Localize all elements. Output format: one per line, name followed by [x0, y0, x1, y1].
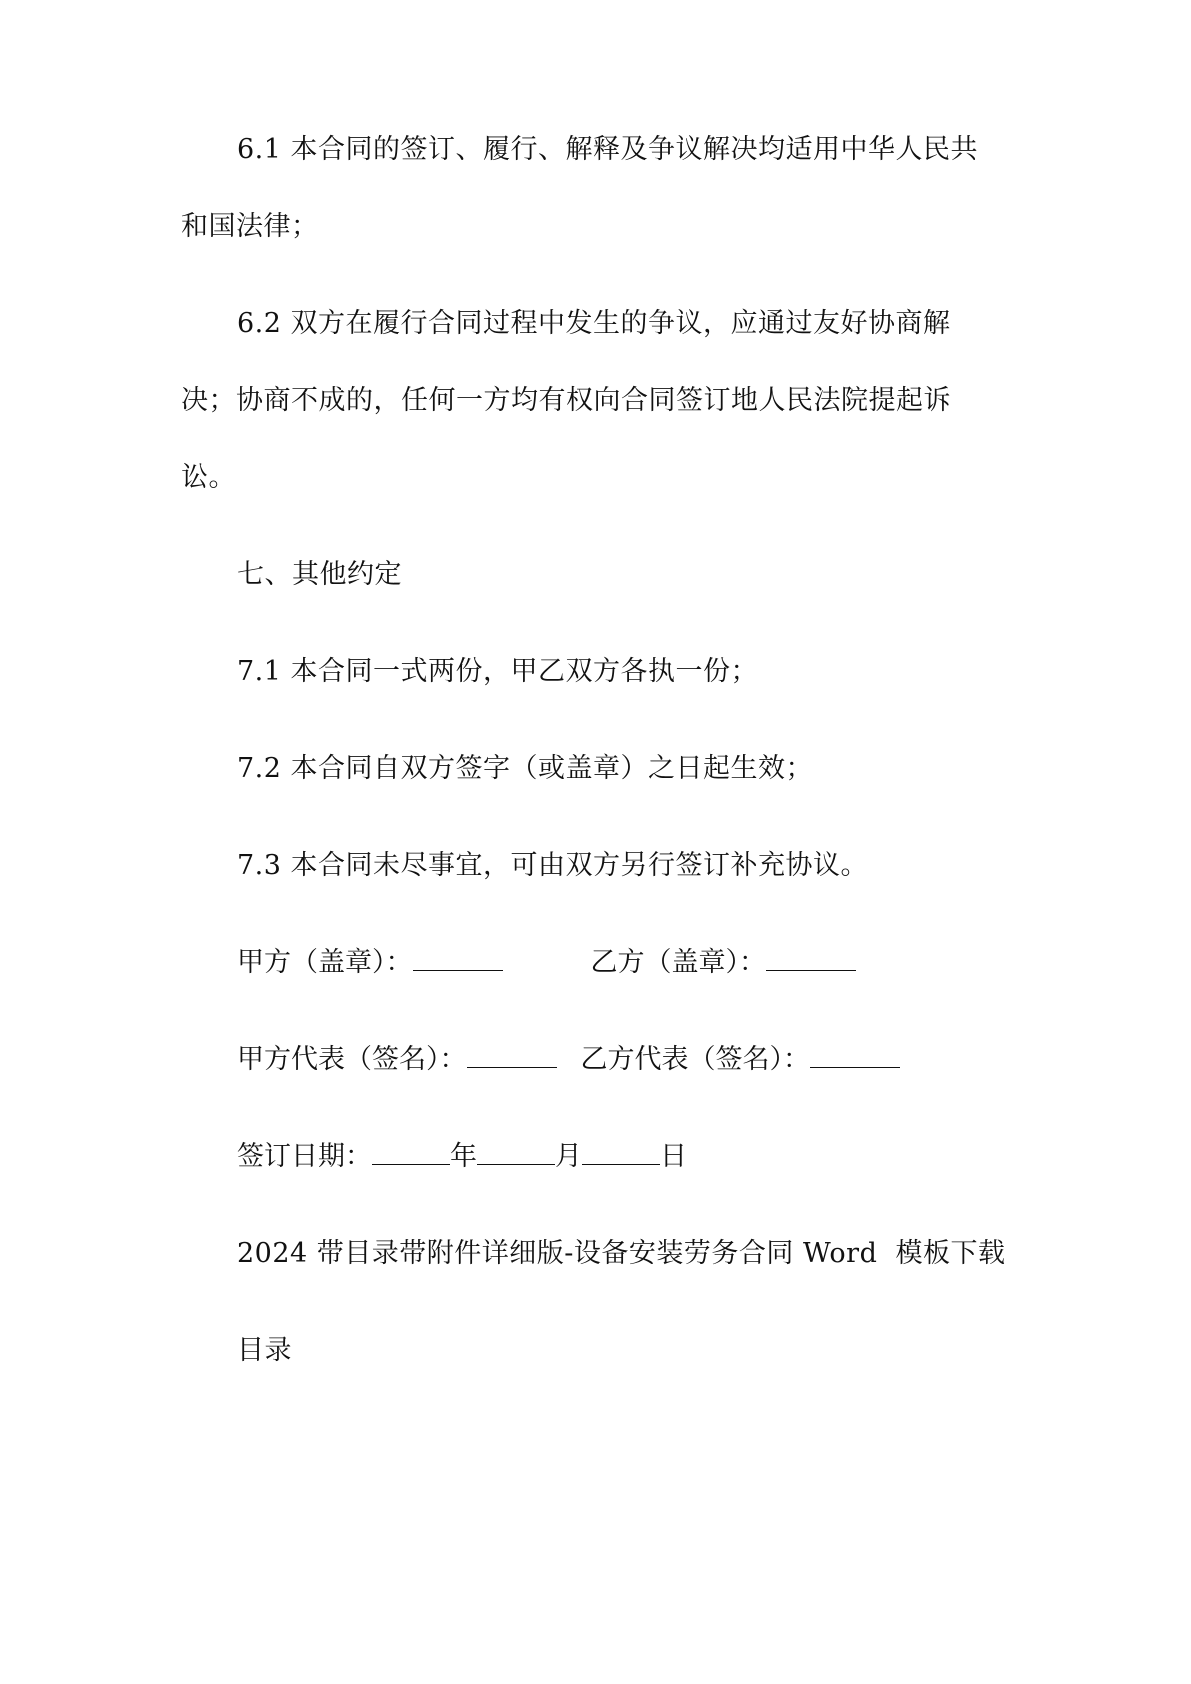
document-title: 2024 带目录带附件详细版-设备安装劳务合同 Word 模板下载 — [237, 1238, 1006, 1269]
clause-6-1-line2: 和国法律； — [181, 211, 319, 242]
month-label: 月 — [555, 1141, 582, 1172]
party-a-rep-label: 甲方代表（签名）： — [237, 1044, 467, 1075]
clause-7-2: 7.2 本合同自双方签字（或盖章）之日起生效； — [237, 753, 814, 784]
month-blank[interactable] — [477, 1140, 555, 1165]
day-blank[interactable] — [582, 1140, 660, 1165]
day-label: 日 — [660, 1141, 687, 1172]
year-label: 年 — [450, 1141, 477, 1172]
party-b-seal-blank[interactable] — [766, 946, 856, 971]
clause-7-3: 7.3 本合同未尽事宜，可由双方另行签订补充协议。 — [237, 850, 869, 881]
clause-6-1-line1: 6.1 本合同的签订、履行、解释及争议解决均适用中华人民共 — [237, 134, 979, 165]
representative-row — [237, 1042, 900, 1078]
party-a-seal-label: 甲方（盖章）： — [237, 947, 413, 978]
sign-date-label: 签订日期： — [237, 1141, 372, 1172]
seal-row — [237, 945, 856, 981]
sign-date-row — [237, 1139, 687, 1175]
toc-heading: 目录 — [237, 1335, 292, 1366]
party-b-seal-label: 乙方（盖章）： — [590, 947, 766, 978]
clause-6-2-line2: 决；协商不成的，任何一方均有权向合同签订地人民法院提起诉 — [181, 385, 951, 416]
party-a-seal-blank[interactable] — [413, 946, 503, 971]
year-blank[interactable] — [372, 1140, 450, 1165]
section-7-heading: 七、其他约定 — [237, 559, 402, 590]
party-b-rep-label: 乙方代表（签名）： — [580, 1044, 810, 1075]
clause-6-2-line3: 讼。 — [181, 462, 236, 493]
party-a-rep-blank[interactable] — [467, 1043, 557, 1068]
clause-7-1: 7.1 本合同一式两份，甲乙双方各执一份； — [237, 656, 759, 687]
clause-6-2-line1: 6.2 双方在履行合同过程中发生的争议，应通过友好协商解 — [237, 308, 951, 339]
party-b-rep-blank[interactable] — [810, 1043, 900, 1068]
